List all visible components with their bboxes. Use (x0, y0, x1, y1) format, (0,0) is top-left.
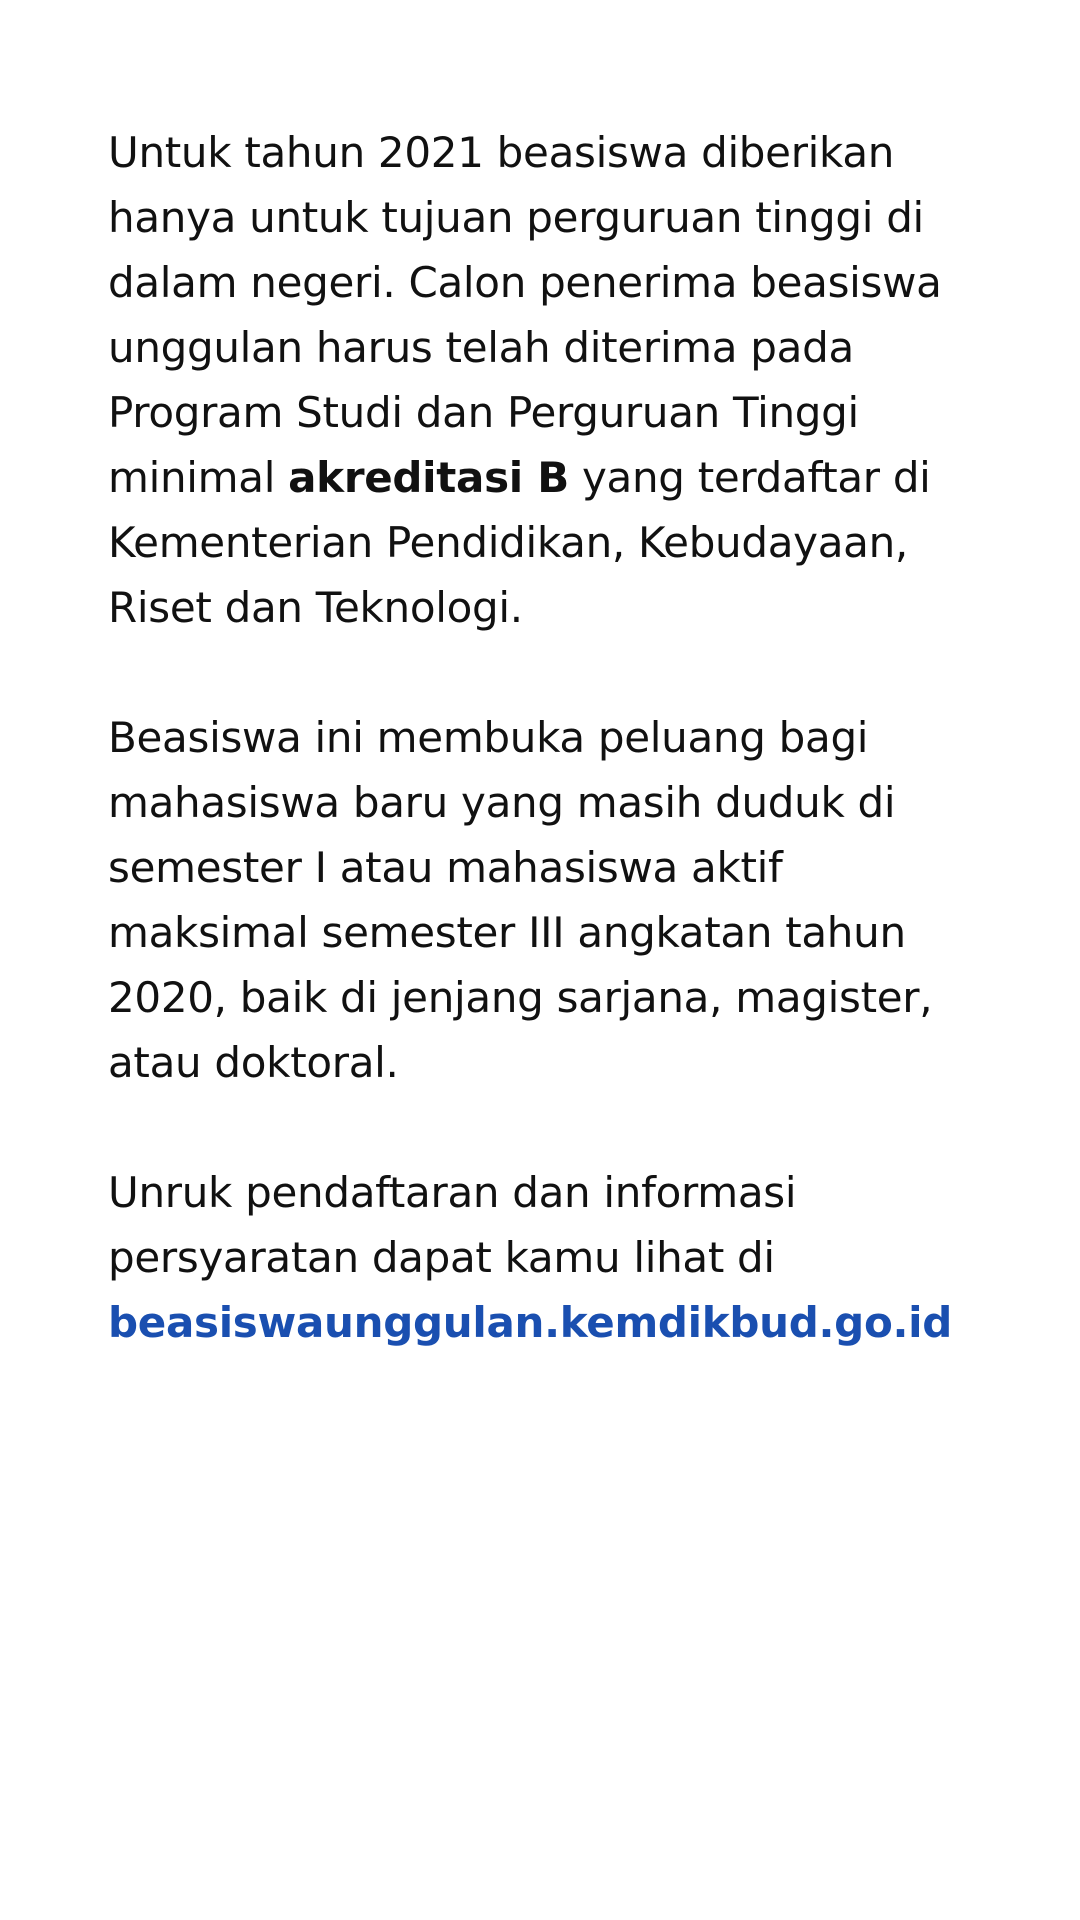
paragraph-registration-info (108, 1160, 988, 1355)
paragraph-scholarship-opportunity (108, 705, 988, 1095)
paragraph-2-text: Beasiswa ini membuka peluang bagi mahasiswa baru yang masih duduk di semester I atau mahasiswa aktif maksimal semester III angkatan tahun 2020, baik di jenjang sarjana, magister, atau doktoral. (108, 713, 933, 1087)
paragraph-3-text: Unruk pendaftaran dan informasi persyaratan dapat kamu lihat di (108, 1168, 797, 1282)
registration-link[interactable]: beasiswaunggulan.kemdikbud.go.id (108, 1298, 953, 1347)
paragraph-scholarship-eligibility (108, 120, 988, 640)
accreditation-highlight: akreditasi B (288, 453, 569, 502)
paragraph-1-text-before: Untuk tahun 2021 beasiswa diberikan hanya untuk tujuan perguruan tinggi di dalam negeri. Calon penerima beasiswa unggulan harus telah diterima pada Program Studi dan Perguruan Tinggi minimal (108, 128, 942, 502)
paragraph-1-text-after: yang terdaftar di Kementerian Pendidikan, Kebudayaan, Riset dan Teknologi. (108, 453, 931, 632)
article-body (108, 120, 988, 1355)
